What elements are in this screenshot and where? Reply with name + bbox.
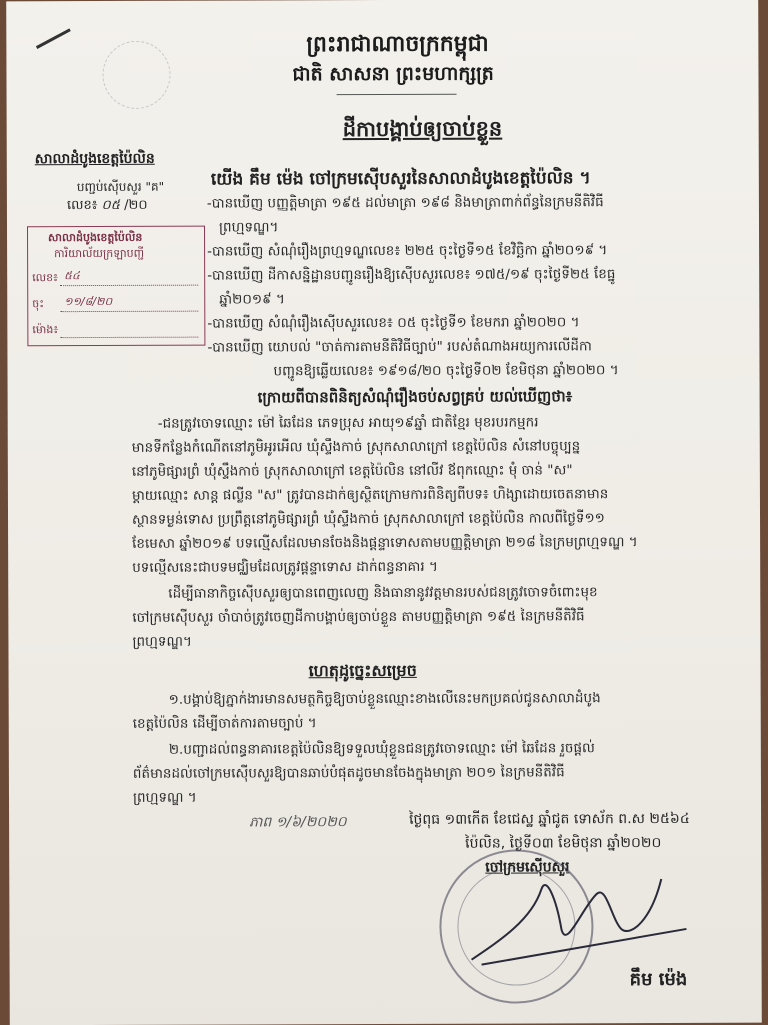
registration-date-value: ១១/៨/២០ xyxy=(60,295,198,312)
court-name: សាលាដំបូងខេត្តប៉ៃលិន xyxy=(34,150,155,168)
reference-letter: "គ" xyxy=(145,179,165,194)
body-line: មានទីកន្លែងកំណើតនៅភូមិអូរអើល ឃុំស្ទឹងកាច់ ស្រុកសាលាក្រៅ ខេត្តប៉ៃលិន សំនៅបច្ចុប្បន្ន xyxy=(131,438,581,456)
body-line: ចៅក្រមស៊ើបសួរ ចាំបាច់ត្រូវចេញដីកាបង្គាប់ឲ្យចាប់ខ្លួន តាមបញ្ញត្តិមាត្រា ១៩៥ នៃក្រមនីតិវិធី xyxy=(132,608,585,626)
decision-line: ១.បង្គាប់ឱ្យភ្នាក់ងារមានសមត្ថកិច្ចឱ្យចាប់ខ្លួនឈ្មោះខាងលើនេះមកប្រគល់ជូនសាលាដំបូង xyxy=(168,690,601,708)
reference-type xyxy=(77,179,164,197)
registration-number-value: ៥៤ xyxy=(60,269,198,286)
signature xyxy=(461,859,701,980)
header-divider xyxy=(337,94,457,95)
registration-date-label: ចុះ xyxy=(32,297,45,311)
seen-clause: -បានឃើញ បញ្ញត្តិមាត្រា ១៩៥ ដល់មាត្រា ១៩៨ និងមាត្រាពាក់ព័ន្ធនៃក្រមនីតិវិធី xyxy=(206,194,604,212)
faint-emblem-stamp xyxy=(102,41,170,109)
registration-title: សាលាដំបូងខេត្តប៉ៃលិន xyxy=(48,230,143,245)
kingdom-header: ព្រះរាជាណាចក្រកម្ពុជា xyxy=(306,31,489,58)
registration-subtitle: ការិយាល័យក្រឡាបញ្ជី xyxy=(54,246,145,261)
reference-number xyxy=(67,197,148,216)
seen-clause: -បានឃើញ ដីកាសន្និដ្ឋានបញ្ជូនរឿងឱ្យស៊ើបសួរលេខ៖ ១៧៥/១៩ ចុះថ្ងៃទី២៥ ខែធ្នូ xyxy=(207,266,616,284)
document-title: ដីកាបង្គាប់ឲ្យចាប់ខ្លួន xyxy=(342,116,503,142)
seen-clause: បញ្ជូនឱ្យឆ្លើយលេខ៖ ១៩១៨/២០ ចុះថ្ងៃទី០២ ខែមិថុនា ឆ្នាំ២០២០ ។ xyxy=(273,362,619,380)
body-line: ដើម្បីធានាកិច្ចស៊ើបសួរឲ្យបានពេញលេញ និងធានានូវវត្តមានរបស់ជនត្រូវចោទចំពោះមុខ xyxy=(168,584,598,602)
reference-number-label: លេខ៖ xyxy=(66,197,98,214)
judge-intro: យើង គឹម ម៉េង ចៅក្រមស៊ើបសួរនៃសាលាដំបូងខេត្តប៉ៃលិន ។ xyxy=(210,168,591,190)
signatory-position: ចៅក្រមស៊ើបសួរ xyxy=(485,859,570,876)
registration-stamp-box xyxy=(27,226,205,347)
registration-time-label: ម៉ោង៖ xyxy=(32,323,59,337)
registration-number-label: លេខ៖ xyxy=(32,271,58,285)
body-line: ព្រហ្មទណ្ឌ។ xyxy=(132,633,192,650)
seen-clause: ព្រហ្មទណ្ឌ។ xyxy=(218,219,279,236)
reference-year: /២០ xyxy=(124,197,148,213)
reference-label: បញ្ជប់ស៊ើបសួរ xyxy=(76,179,142,195)
reference-number-value: ០៥ xyxy=(101,197,120,213)
body-line: នៅភូមិផ្សារព្រំ ឃុំស្ទឹងកាច់ ស្រុកសាលាក្រៅ ខេត្តប៉ៃលិន នៅលីវ ឪពុកឈ្មោះ មុំ ចាន់ "ស" xyxy=(131,462,573,480)
decision-line: ខេត្តប៉ៃលិន ដើម្បីចាត់ការតាមច្បាប់ ។ xyxy=(132,715,317,732)
signatory-name: គឹម ម៉េង xyxy=(629,968,688,991)
body-line: -ជនត្រូវចោទឈ្មោះ ម៉ៅ ឆៃដែន ភេទប្រុស អាយុ១៩ឆ្នាំ ជាតិខ្មែរ មុខរបរកម្មករ xyxy=(157,414,539,432)
decision-line: ព្រហ្មទណ្ឌ ។ xyxy=(132,789,197,806)
seen-clause: ឆ្នាំ២០១៩ ។ xyxy=(219,291,285,308)
seen-clause: -បានឃើញ យោបល់ "ចាត់ការតាមនីតិវិធីច្បាប់" របស់តំណាងអយ្យការលើដីកា xyxy=(207,338,592,356)
lunar-date: ថ្ងៃពុធ ១៣កើត ខែជេស្ឋ ឆ្នាំជូត ទោស័ក ព.ស ២៥៦៤ xyxy=(409,810,690,828)
body-line: ម្ដាយឈ្មោះ សាន្ត ផល្លីន "ស" ត្រូវបានដាក់ឲ្យស្ថិតក្រោមការពិនិត្យពីបទ៖ ហិង្សាដោយចេតនាមាន xyxy=(131,486,609,504)
solar-date: ប៉ៃលិន, ថ្ងៃទី០៣ ខែមិថុនា ឆ្នាំ២០២០ xyxy=(465,835,662,852)
after-review-heading: ក្រោយពីបានពិនិត្យសំណុំរឿងចប់សព្វគ្រប់ យល់ឃើញថា៖ xyxy=(257,387,573,407)
decision-line: ២.បញ្ជាដល់ពន្ធនាគារខេត្តប៉ៃលិនឱ្យទទួលឃុំខ្លួនជនត្រូវចោទឈ្មោះ ម៉ៅ ឆៃដែន រួចផ្ដល់ xyxy=(168,740,595,758)
body-line: ខែមេសា ឆ្នាំ២០១៩ បទល្មើសដែលមានចែងនិងផ្ដន្ទាទោសតាមបញ្ញត្តិមាត្រា ២១៨ នៃក្រមព្រហ្មទណ្ឌ ។ xyxy=(132,534,638,552)
body-line: បទល្មើសនេះជាបទមជ្ឈិមដែលត្រូវផ្ដន្ទាទោស ដាក់ពន្ធនាគារ ។ xyxy=(132,558,438,576)
decision-line: ព័ត៌មានដល់ចៅក្រមស៊ើបសួរឱ្យបានឆាប់បំផុតដូចមានចែងក្នុងមាត្រា ២០១ នៃក្រមនីតិវិធី xyxy=(132,764,565,782)
motto-header: ជាតិ សាសនា ព្រះមហាក្សត្រ xyxy=(292,62,494,86)
reasons-heading: ហេតុដូច្នេះសម្រេច xyxy=(308,660,417,681)
handwritten-date: ភាព ១/៦/២០២០ xyxy=(249,814,347,831)
pen-mark xyxy=(36,28,71,49)
seen-clause: -បានឃើញ សំណុំរឿងស៊ើបសួរលេខ៖ ០៥ ចុះថ្ងៃទី១ ខែមករា ឆ្នាំ២០២០ ។ xyxy=(207,314,580,332)
registration-time-value xyxy=(60,321,198,338)
body-line: ស្ថានទម្ងន់ទោស ប្រព្រឹត្តនៅភូមិផ្សារព្រំ ឃុំស្ទឹងកាច់ ស្រុកសាលាក្រៅ ខេត្តប៉ៃលិន កាលពីថ្ងៃទី១១ xyxy=(131,510,605,528)
seen-clause: -បានឃើញ សំណុំរឿងព្រហ្មទណ្ឌលេខ៖ ២២៥ ចុះថ្ងៃទី១៥ ខែវិច្ឆិកា ឆ្នាំ២០១៩ ។ xyxy=(207,242,608,260)
document-page xyxy=(6,0,762,1025)
